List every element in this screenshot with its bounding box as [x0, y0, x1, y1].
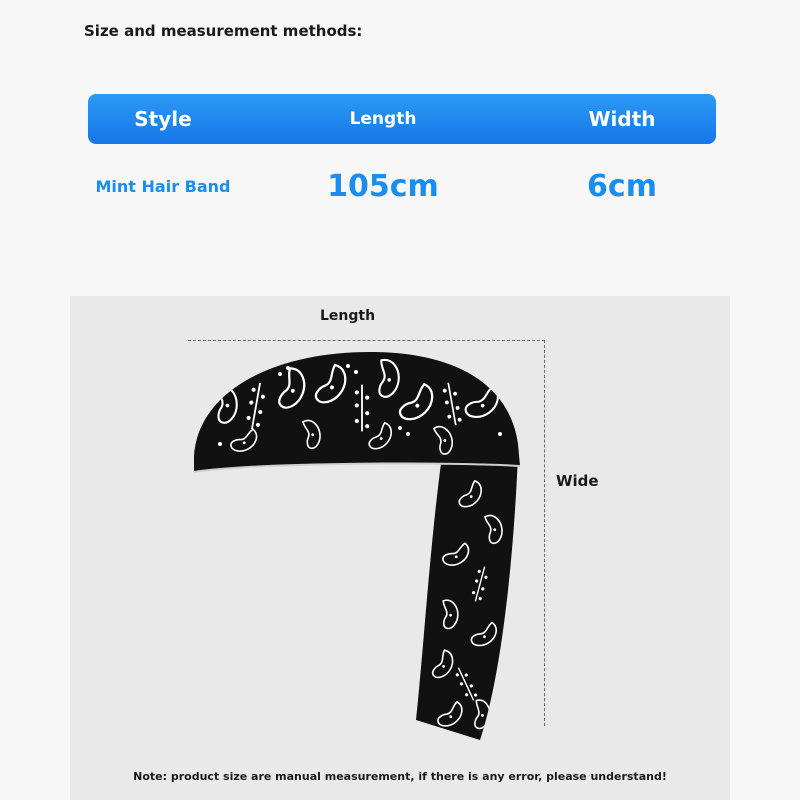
- width-dimension-line: [544, 340, 545, 726]
- page-heading: Size and measurement methods:: [84, 22, 363, 40]
- measurement-figure: [70, 296, 730, 800]
- header-length: Length: [349, 109, 417, 129]
- measurement-note: Note: product size are manual measurement, if there is any error, please understand!: [133, 770, 667, 783]
- header-style: Style: [134, 107, 192, 131]
- table-header: [88, 94, 716, 144]
- length-dimension-line: [188, 340, 545, 341]
- paisley-headband-image: [180, 344, 540, 744]
- wide-label: Wide: [556, 472, 599, 490]
- cell-style: Mint Hair Band: [95, 176, 231, 196]
- size-table: [88, 94, 716, 228]
- header-width: Width: [588, 107, 656, 131]
- cell-length: 105cm: [327, 168, 439, 204]
- cell-width: 6cm: [587, 168, 657, 204]
- length-label: Length: [320, 308, 376, 324]
- table-row: [88, 144, 716, 228]
